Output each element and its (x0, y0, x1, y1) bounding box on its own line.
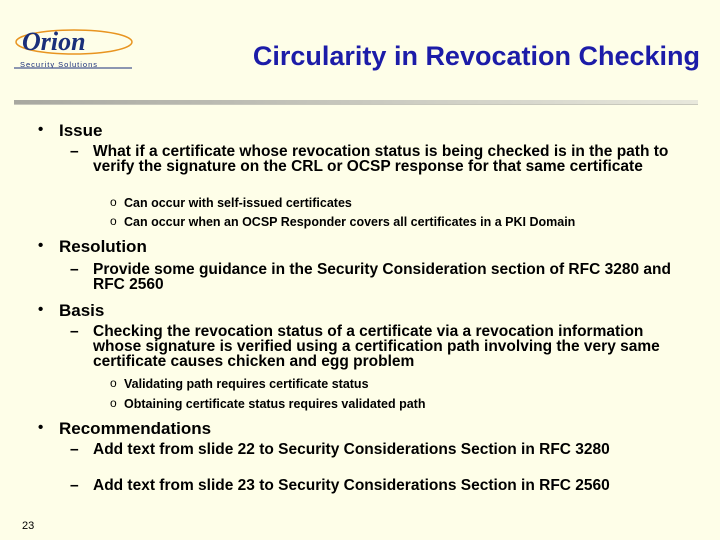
point-text: Obtaining certificate status requires validated path (124, 397, 426, 411)
dash-marker: – (70, 477, 79, 494)
bullet-label: Resolution (59, 237, 147, 256)
orion-tagline: Security Solutions (20, 60, 99, 69)
sub-bullet-text: Checking the revocation status of a certificate via a revocation information whose signature is verified using a certification path involving the very same certificate causes chicken and egg problem (93, 323, 660, 370)
point-marker: o (110, 376, 117, 390)
slide-title: Circularity in Revocation Checking (252, 41, 700, 71)
point-text: Can occur with self-issued certificates (124, 196, 352, 210)
bullet-label: Recommendations (59, 419, 212, 438)
orion-logo (14, 20, 136, 72)
point-marker: o (110, 195, 117, 209)
orion-logo-text: Orion (22, 27, 86, 56)
sub-bullet-text: Add text from slide 23 to Security Considerations Section in RFC 2560 (93, 477, 610, 494)
dash-marker: – (70, 261, 79, 278)
dash-marker: – (70, 323, 79, 340)
page-number: 23 (22, 520, 35, 532)
orion-logo-graphic (14, 20, 136, 72)
bullet-label: Issue (59, 121, 103, 140)
bullet-label: Basis (59, 301, 105, 320)
point-text: Validating path requires certificate status (124, 377, 369, 391)
bullet-dot: • (38, 419, 44, 436)
point-marker: o (110, 396, 117, 410)
bullet-dot: • (38, 237, 44, 254)
title-divider (14, 100, 698, 105)
sub-bullet-text: Add text from slide 22 to Security Considerations Section in RFC 3280 (93, 441, 610, 458)
point-text: Can occur when an OCSP Responder covers all certificates in a PKI Domain (124, 215, 576, 229)
sub-bullet-text: Provide some guidance in the Security Consideration section of RFC 3280 and RFC 2560 (93, 261, 671, 293)
sub-bullet-text: What if a certificate whose revocation status is being checked is in the path to verify the signature on the CRL or OCSP response for that same certificate (93, 143, 669, 175)
point-marker: o (110, 214, 117, 228)
bullet-dot: • (38, 301, 44, 318)
dash-marker: – (70, 143, 79, 160)
dash-marker: – (70, 441, 79, 458)
bullet-dot: • (38, 121, 44, 138)
